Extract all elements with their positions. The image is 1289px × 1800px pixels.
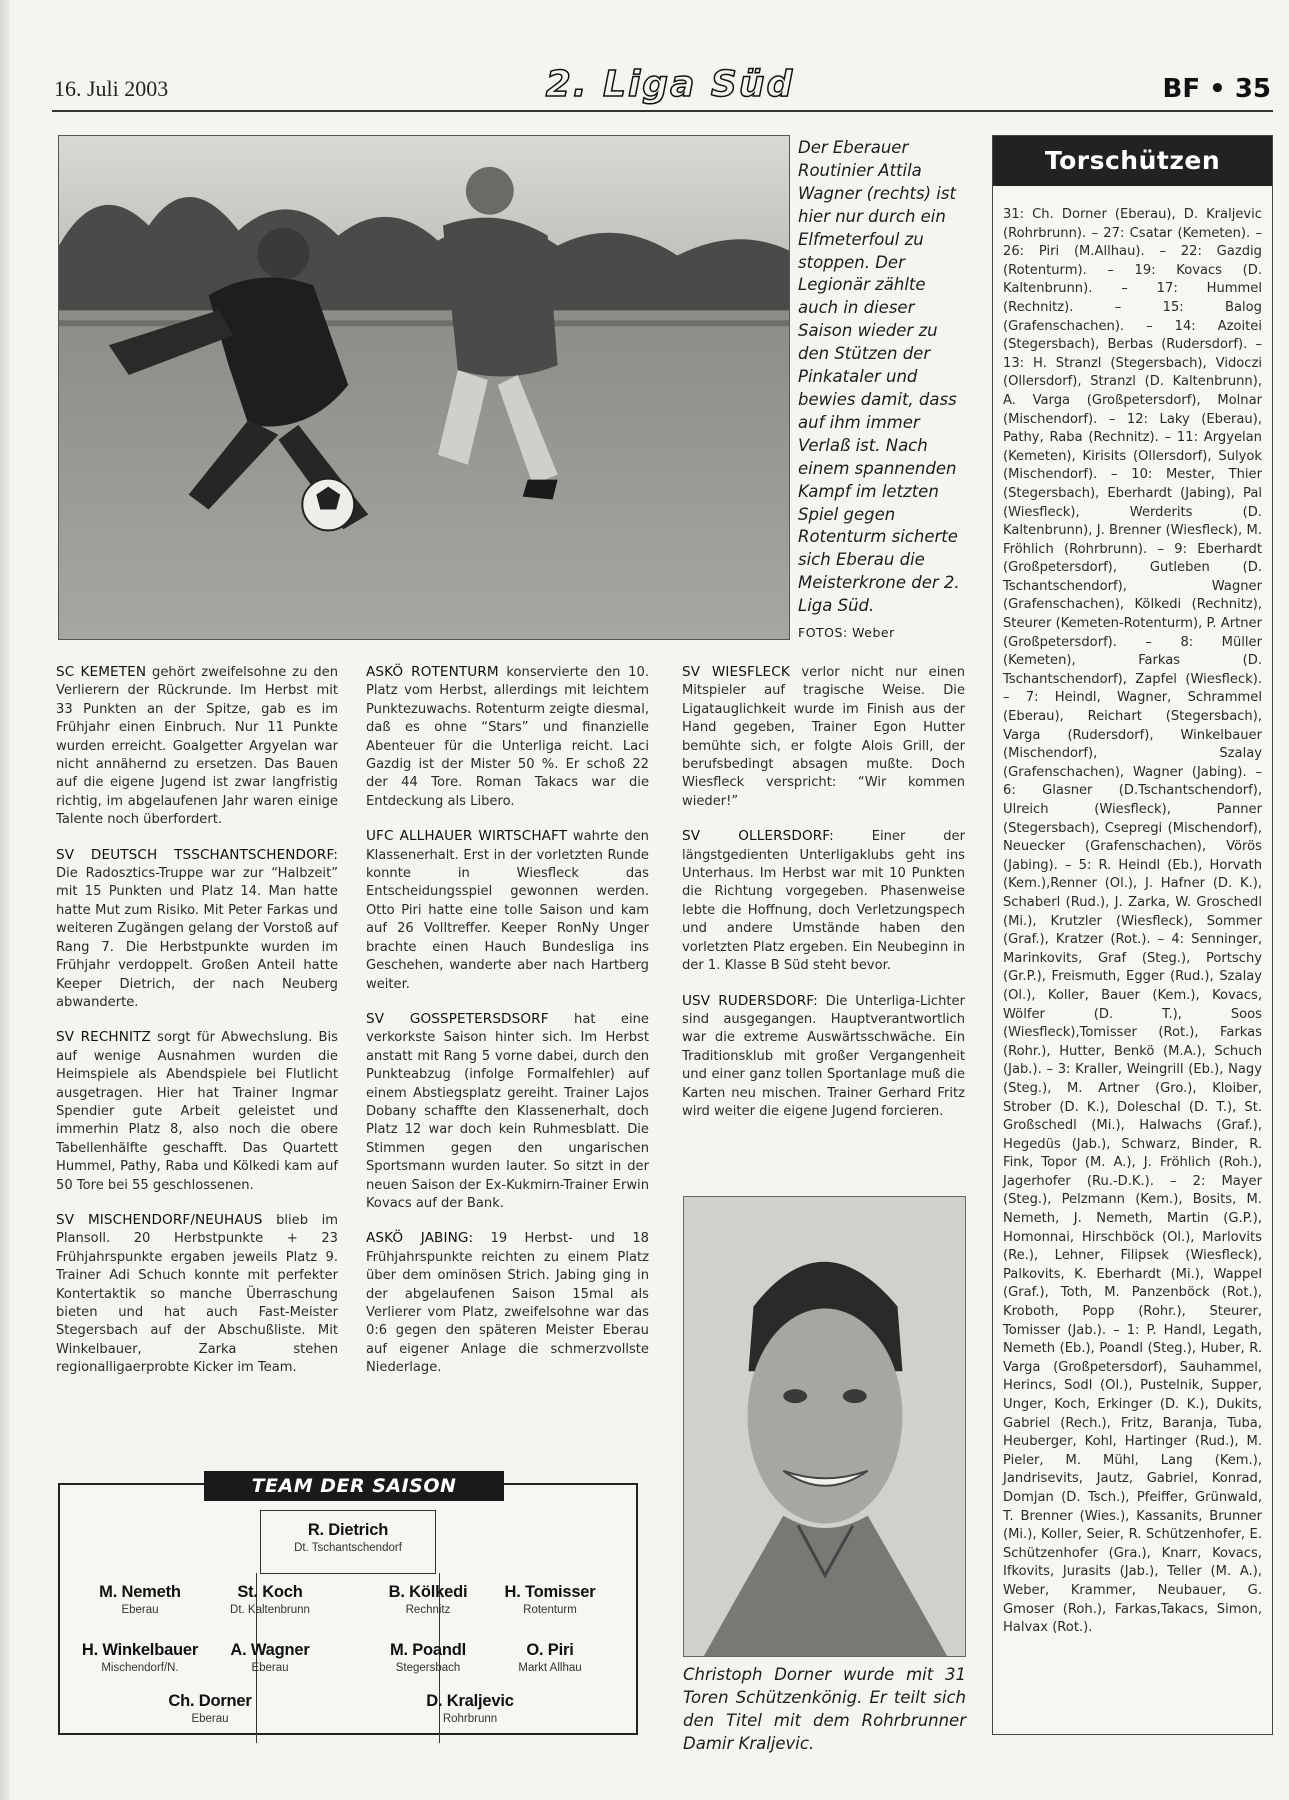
club-report xyxy=(56,663,338,830)
photo-caption xyxy=(798,137,970,645)
club-name: ASKÖ ROTENTURM xyxy=(366,664,499,680)
page-number: BF • 35 xyxy=(1162,74,1271,104)
player-name: H. Tomisser xyxy=(504,1583,596,1601)
club-name: SV DEUTSCH TSSCHANTSCHENDORF: xyxy=(56,846,338,863)
team-of-season-box xyxy=(58,1475,638,1735)
issue-date: 16. Juli 2003 xyxy=(54,76,169,101)
club-name: SV WIESFLECK xyxy=(682,664,790,680)
club-name: SV MISCHENDORF/NEUHAUS xyxy=(56,1211,263,1228)
player-slot xyxy=(470,1641,630,1674)
player-slot xyxy=(470,1583,630,1616)
club-report-text: verlor nicht nur einen Mitspieler auf tragische Weise. Die Ligatauglichkeit wurde im Finish aus der Hand gegeben, Trainer Egon Hutter bemühte sich, er folgte Alois Grill, der berufsbedingt absagen mußte. Doch Wiesfleck verspricht: “Wir kommen wieder!” xyxy=(682,665,965,809)
article-column-3 xyxy=(682,663,965,1137)
player-club: Rechnitz xyxy=(405,1604,451,1616)
player-slot xyxy=(190,1583,350,1616)
top-scorers-list: 31: Ch. Dorner (Eberau), D. Kraljevic (Rohrbrunn). – 27: Csatar (Kemeten). – 26: Piri (M.Allhau). – 22: Gazdig (Rotenturm). – 19: Kovacs (D. Kaltenbrunn). – 17: Hummel (Rechnitz). – 15: Balog (Grafenschachen). – 14: Azoitei (Stegersbach), Berbas (Rudersdorf). – 13: H. Stranzl (Stegersbach), Vidoczi (Ollersdorf), Stranzl (D. Kaltenbrunn), A. Varga (Großpetersdorf), Molnar (Mischendorf). – 12: Laky (Eberau), Pathy, Raba (Rechnitz). – 11: Argyelan (Kemeten), Kirisits (Ollersdorf), Sulyok (Mischendorf). – 10: Mester, Thier (Stegersbach), Eberhardt (Jabing), Pal (Wiesfleck), Werderits (D. Kaltenbrunn), J. Brenner (Wiesfleck), M. Fröhlich (Rohrbrunn). – 9: Eberhardt (Großpetersdorf), Gutleben (D. Tschantschendorf), Wagner (Grafenschachen), Kölkedi (Rechnitz), Steurer (Kemeten-Rotenturm), P. Artner (Großpetersdorf). – 8: Müller (Kemeten), Farkas (D. Tschantschendorf), Zapfel (Wiesfleck). – 7: Heindl, Wagner, Schrammel (Eberau), Reichart (Stegersbach), Varga (Rudersdorf), Winkelbauer (Mischendorf), Szalay (Grafenschachen), Wagner (Jabing). – 6: Glasner (D.Tschantschendorf), Ulreich (Wiesfleck), Panner (Stegersbach), Csepregi (Mischendorf), Neuecker (Grafenschachen), Vörös (Jabing). – 5: R. Heindl (Eb.), Horvath (Kem.),Renner (Ol.), J. Hafner (D. K.), Schaberl (Rud.), J. Zarka, W. Groschedl (Mi.), Krutzler (Wiesfleck), Sommer (Graf.), Kratzer (Rot.). – 4: Senninger, Marinkovits, Graf (Steg.), Portschy (Gr.P.), Freismuth, Egger (Rud.), Szalay (Ol.), Koller, Bauer (Kem.), Kovacs, Wölfer (D. T.), Soos (Wiesfleck),Tomisser (Rot.), Farkas (Rohr.), Hutter, Benkö (M.A.), Schuch (Jab.). – 3: Kraller, Weingrill (Eb.), Nagy (Steg.), M. Artner (Gro.), Kloiber, Strober (D. K.), Doleschal (D. T.), St. Großschedl (Mi.), Halwachs (Graf.), Hegedüs (Jab.), Schwarz, Binder, R. Fink, Topor (M. A.), J. Fröhlich (Roh.), Jagerhofer (Ru.-D.K.). – 2: Mayer (Steg.), Pelzmann (Kem.), Bosits, M. Nemeth, J. Nemeth, Martin (G.P.), Homonnai, Hirschböck (Ol.), Marlovits (Re.), Lehner, Filipsek (Wiesfleck), Palkovits, K. Eberhardt (Mi.), Wappel (Graf.), Toth, M. Panzenböck (Rot.), Kroboth, Popp (Rohr.), Steurer, Tomisser (Jab.). – 1: P. Handl, Legath, Nemeth (Eb.), Poandl (Steg.), Huber, R. Varga (Großpetersdorf), Sauhammel, Herincs, Sodl (Ol.), Pustelnik, Supper, Unger, Koch, Erkinger (D. K.), Dukits, Gabriel (Rech.), Fritz, Baranja, Tuba, Heuberger, Kohl, Hartinger (Rud.), M. Pieler, M. Mühl, Lang (Kem.), Jandrisevits, Jautz, Gabriel, Konrad, Domjan (D. Tsch.), Pfeiffer, Grünwald, T. Brenner (Wies.), Kassanits, Brunner (Mi.), Koller, Seier, R. Schützenhofer, E. Schützenhofer (Gra.), Knarr, Kovacs, Ifkovits, Jurasits (Jab.), Teller (M. A.), Weber, Krammer, Neubauer, G. Gmoser (Roh.), Farkas,Takacs, Simon, Halvax (Rot.). xyxy=(1003,207,1262,1636)
player-club: Eberau xyxy=(251,1662,289,1674)
player-club: Dt. Kaltenbrunn xyxy=(230,1604,310,1616)
club-report xyxy=(682,663,965,811)
club-name: SV RECHNITZ xyxy=(56,1029,151,1046)
header-rule xyxy=(52,110,1273,112)
article-column-2 xyxy=(366,663,649,1394)
photo-caption-text: Der Eberauer Routinier Attila Wagner (rechts) ist hier nur durch ein Elfmeterfoul zu stoppen. Der Legionär zählte auch in dieser Saison wieder zu den Stützen der Pinkataler und bewies damit, dass auf ihm immer Verlaß ist. Nach einem spannenden Kampf im letzten Spiel gegen Rotenturm sicherte sich Eberau die Meisterkrone der 2. Liga Süd. xyxy=(798,138,960,616)
player-club: Rotenturm xyxy=(523,1604,577,1616)
match-photo-image xyxy=(59,136,789,639)
match-photo xyxy=(58,135,790,640)
photo-credit: FOTOS: Weber xyxy=(798,625,895,641)
player-name: B. Kölkedi xyxy=(388,1583,468,1601)
club-report-text: Einer der längstgedienten Unterligaklubs geht ins Unterhaus. Im Herbst war mit 10 Punkten die Richtung vorgegeben. Phasenweise lebte die Hoffnung, doch Verletzungspech und andere Umstände haben den vorletzten Platz ergeben. Ein Neubeginn in der 1. Klasse B Süd steht bevor. xyxy=(682,829,965,974)
club-report-text: Die Radosztics-Truppe war zur “Halbzeit” mit 15 Punkten und Platz 14. Man hatte hatte Mut zum Risiko. Mit Peter Farkas und weiteren Zugängen gelang der Vorstoß auf Rang 7. Die Herbstpunkte wurden im Frühjahr verdoppelt. Großen Anteil hatte Keeper Dietrich, der nach Neuberg abwanderte. xyxy=(56,866,338,1010)
player-club: Eberau xyxy=(191,1713,229,1725)
club-report-text: Die Unterliga-Lichter sind ausgegangen. Hauptverantwortlich war die extreme Auswärtsschwäche. Ein Traditionsklub mit großer Vergangenheit und einer ganz tollen Sportanlage muß die Karten neu mischen. Trainer Gerhard Fritz wird weiter die eigene Jugend forcieren. xyxy=(682,993,965,1119)
player-name: Ch. Dorner xyxy=(168,1692,252,1710)
player-club: Markt Allhau xyxy=(518,1662,582,1674)
club-name: SV OLLERSDORF: xyxy=(682,828,834,845)
club-report-text: hat eine verkorkste Saison hinter sich. Im Herbst anstatt mit Rang 5 vorne dabei, durch den Punkteabzug (infolge Formalfehler) auf einem Abstiegsplatz gereiht. Trainer Lajos Dobany schaffte den Klassenerhalt, doch Platz 12 war doch kein Ruhmesblatt. Die Stimmen gegen den ungarischen Sportsmann wurden lauter. So sitzt in der neuen Saison der Ex-Kukmirn-Trainer Erwin Kovacs auf der Bank. xyxy=(366,1011,649,1211)
portrait-caption: Christoph Dorner wurde mit 31 Toren Schützenkönig. Er teilt sich den Titel mit dem Rohrbrunner Damir Kraljevic. xyxy=(683,1665,966,1753)
player-name: A. Wagner xyxy=(230,1641,310,1659)
team-of-season-title: TEAM DER SAISON xyxy=(204,1471,504,1501)
club-report xyxy=(366,827,649,994)
player-slot xyxy=(130,1692,290,1725)
club-name: SC KEMETEN xyxy=(56,664,147,680)
player-club: Mischendorf/N. xyxy=(101,1662,179,1674)
player-name: M. Poandl xyxy=(389,1641,467,1659)
club-report-text: blieb im Plansoll. 20 Herbstpunkte + 23 Frühjahrspunkte ergaben jeweils Platz 9. Trainer Adi Schuch konnte mit perfekter Kontertaktik so manche Überraschung bieten und hat auch Fast-Meister Stegersbach auf der Abschußliste. Mit Winkelbauer, Zarka stehen regionalligaerprobte Kicker im Team. xyxy=(56,1212,338,1376)
top-scorers-title: Torschützen xyxy=(993,136,1272,186)
article-column-1 xyxy=(56,663,338,1394)
club-report xyxy=(366,1010,649,1213)
player-name: H. Winkelbauer xyxy=(81,1641,199,1659)
club-name: ASKÖ JABING: xyxy=(366,1230,474,1247)
club-report-text: 19 Herbst- und 18 Frühjahrspunkte reichten zu einem Platz über dem ominösen Strich. Jabing ging in der abgelaufenen Saison 15mal als Verlierer vom Platz, zweifelsohne war das 0:6 gegen den späteren Meister Eberau auf eigener Anlage die schmerzvollste Niederlage. xyxy=(366,1231,649,1376)
portrait-photo-image xyxy=(684,1197,965,1656)
club-name: UFC ALLHAUER WIRTSCHAFT xyxy=(366,828,568,845)
club-report-text: konservierte den 10. Platz vom Herbst, allerdings mit leichtem Punktezuwachs. Rotenturm zeigte diesmal, daß es ohne “Stars” und finanzielle Abenteuer für die Unterliga reicht. Laci Gazdig ist der Mister 50 %. Er schoß 22 der 44 Tore. Roman Takacs war die Entdeckung als Libero. xyxy=(366,665,649,809)
club-name: USV RUDERSDORF: xyxy=(682,992,818,1009)
club-report xyxy=(56,1211,338,1378)
player-club: Eberau xyxy=(121,1604,159,1616)
club-report xyxy=(56,1028,338,1195)
player-slot xyxy=(190,1641,350,1674)
club-report-text: wahrte den Klassenerhalt. Erst in der vorletzten Runde konnte in Wiesfleck das Entscheidungsspiel gewonnen werden. Otto Piri hatte eine tolle Saison und kam auf 26 Volltreffer. Keeper RonNy Unger brachte einen Hauch Bundesliga ins Geschehen, wanderte aber nach Hartberg weiter. xyxy=(366,829,649,992)
club-report xyxy=(56,846,338,1013)
club-name: SV GOSSPETERSDSORF xyxy=(366,1010,549,1027)
player-name: D. Kraljevic xyxy=(426,1692,514,1710)
player-name: St. Koch xyxy=(237,1583,303,1601)
player-slot xyxy=(390,1692,550,1725)
section-title: 2. Liga Süd xyxy=(545,64,795,105)
top-scorers-box xyxy=(992,135,1273,1735)
player-name: O. Piri xyxy=(526,1641,574,1659)
player-club: Rohrbrunn xyxy=(442,1713,498,1725)
page-binding-shadow xyxy=(0,0,10,1800)
club-report-text: gehört zweifelsohne zu den Verlierern der Rückrunde. Im Herbst mit 33 Punkten an der Spitze, gab es im Frühjahr einen Einbruch. Nur 11 Punkte wurden erreicht. Goalgetter Argyelan war nicht annähernd zu ersetzen. Das Bauen auf die eigene Jugend ist zwar langfristig richtig, im abgelaufenen Jahr waren einige Talente noch überfordert. xyxy=(56,665,338,828)
player-club: Stegersbach xyxy=(395,1662,461,1674)
portrait-photo xyxy=(683,1196,966,1657)
player-goalkeeper xyxy=(268,1521,428,1554)
player-club: Dt. Tschantschendorf xyxy=(294,1542,402,1554)
club-report xyxy=(682,827,965,975)
club-report xyxy=(366,663,649,811)
club-report xyxy=(366,1229,649,1377)
player-name: R. Dietrich xyxy=(307,1521,389,1539)
player-name: M. Nemeth xyxy=(99,1583,181,1601)
club-report-text: sorgt für Abwechslung. Bis auf wenige Ausnahmen wurden die Heimspiele als Abendspiele bei Flutlicht ausgetragen. Hier hat Trainer Ingmar Spendier gute Arbeit geleistet und immerhin Platz 8, also noch die obere Tabellenhälfte geschafft. Das Quartett Hummel, Pathy, Raba und Kölkedi kam auf 50 Tore bei 55 geschlossenen. xyxy=(56,1030,338,1193)
club-report xyxy=(682,992,965,1122)
